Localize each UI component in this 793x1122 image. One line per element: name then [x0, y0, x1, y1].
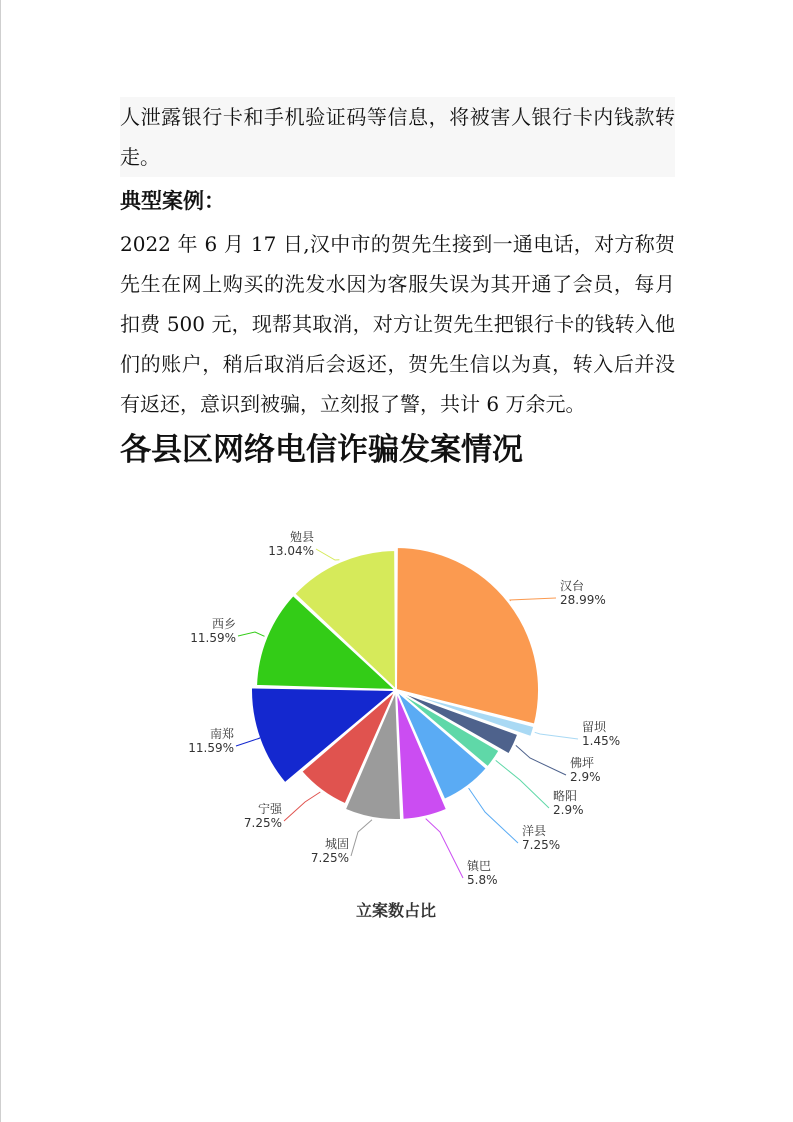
leader-line-8 [284, 792, 320, 821]
leader-line-4 [496, 760, 549, 808]
slice-value-label: 1.45% [582, 734, 621, 748]
slice-value-label: 7.25% [522, 838, 561, 852]
leader-line-5 [469, 788, 518, 843]
leader-line-6 [426, 819, 463, 878]
slice-value-label: 28.99% [560, 593, 606, 607]
slice-name-label: 南郑 [209, 727, 234, 741]
case-paragraph: 2022 年 6 月 17 日,汉中市的贺先生接到一通电话，对方称贺先生在网上购买的洗发水因为客服失误为其开通了会员，每月扣费 500 元，现帮其取消，对方让贺先生把银行卡的钱转入他们的账户，稍后取消后会返还，贺先生信以为真，转入后并没有返还，意识到被骗，立刻报了警，共计 6 万余元。 [120, 232, 675, 416]
slice-name-label: 略阳 [553, 789, 578, 803]
slice-name-label: 佛坪 [570, 756, 595, 770]
slice-name-label: 洋县 [522, 824, 547, 838]
case-heading: 典型案例： [120, 189, 225, 213]
chart-title: 立案数占比 [355, 901, 437, 920]
slice-name-label: 镇巴 [467, 859, 492, 873]
slice-name-label: 勉县 [289, 530, 314, 544]
leader-line-9 [236, 738, 260, 746]
slice-value-label: 7.25% [310, 851, 349, 865]
leader-line-3 [516, 745, 566, 775]
leader-line-2 [535, 732, 578, 739]
slice-name-label: 城固 [324, 837, 349, 851]
slice-value-label: 5.8% [467, 873, 498, 887]
slice-name-label: 西乡 [211, 617, 236, 631]
slice-value-label: 2.9% [570, 770, 601, 784]
slice-value-label: 11.59% [190, 631, 236, 645]
pie-slices [251, 547, 539, 820]
slice-value-label: 7.25% [243, 816, 282, 830]
slice-name-label: 宁强 [257, 802, 282, 816]
leader-line-1 [510, 598, 556, 601]
slice-name-label: 汉台 [560, 579, 585, 593]
leader-line-11 [316, 549, 339, 560]
leader-line-7 [351, 820, 372, 856]
leader-line-10 [238, 632, 265, 636]
slice-value-label: 13.04% [268, 544, 314, 558]
section-title: 各县区网络电信诈骗发案情况 [120, 432, 523, 468]
slice-value-label: 11.59% [188, 741, 234, 755]
intro-paragraph: 人泄露银行卡和手机验证码等信息，将被害人银行卡内钱款转走。 [120, 97, 675, 177]
slice-name-label: 留坝 [582, 720, 607, 734]
slice-value-label: 2.9% [553, 803, 584, 817]
